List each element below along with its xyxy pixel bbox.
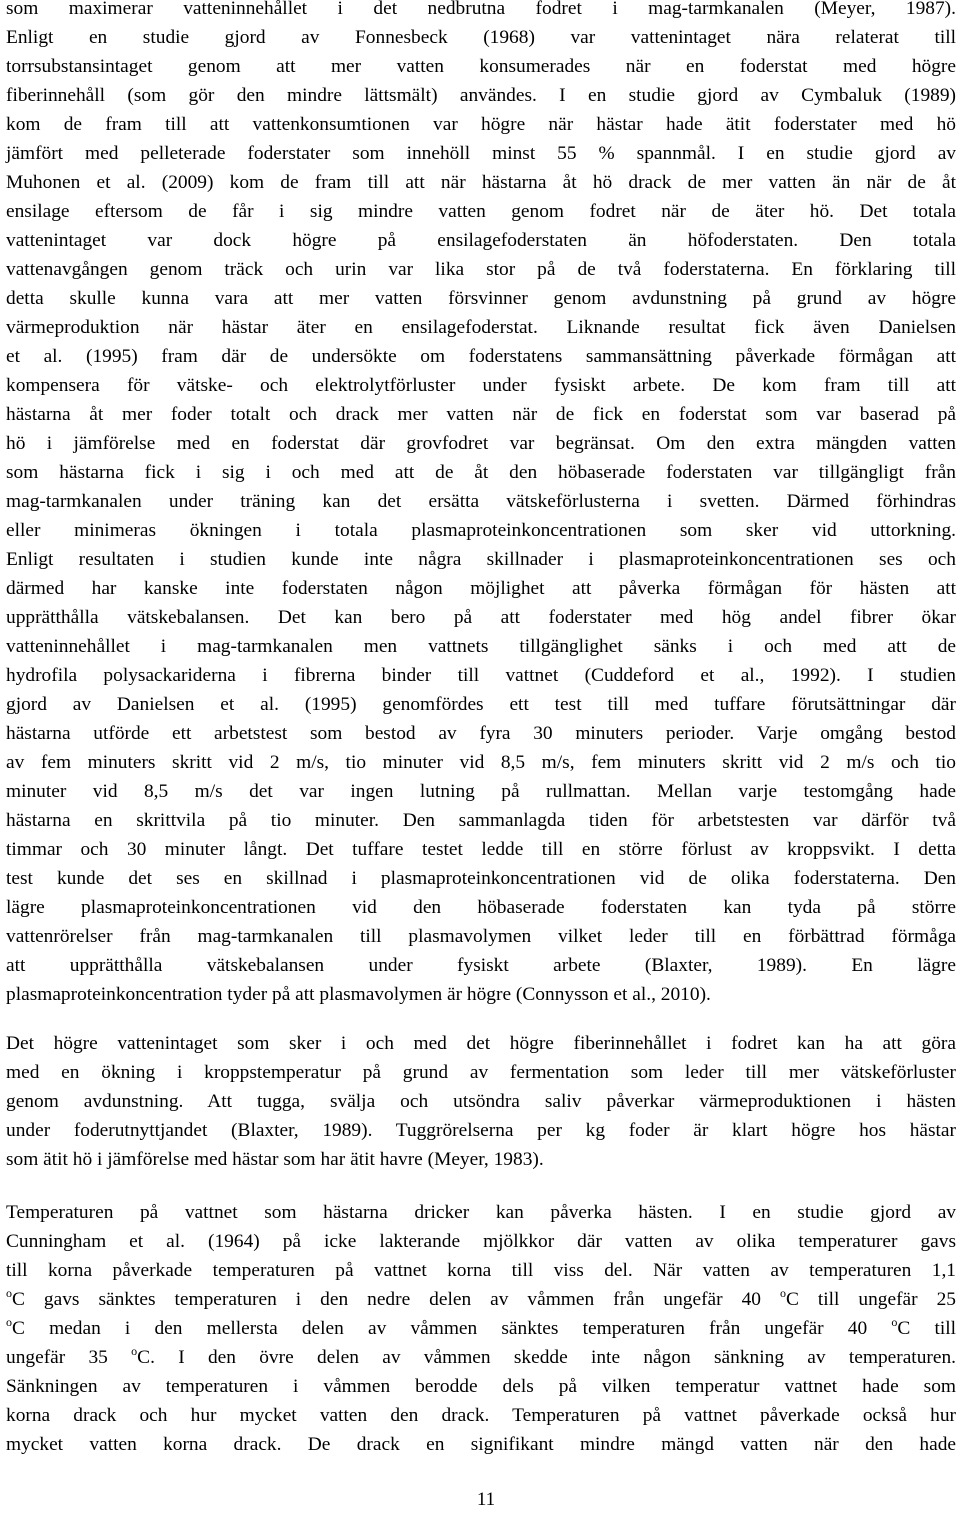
text-line: vattenavgången genom träck och urin var lika stor på de två foderstaterna. En förklaring till [6,259,956,280]
paragraph-1 [6,0,956,1009]
text-line: Cunningham et al. (1964) på icke lakterande mjölkkor där vatten av olika temperaturer gavs [6,1231,956,1252]
text-line: fiberinnehåll (som gör den mindre lättsmält) användes. I en studie gjord av Cymbaluk (1989) [6,85,956,106]
text-line: Muhonen et al. (2009) kom de fram till att när hästarna åt hö drack de mer vatten än när de åt [6,172,956,193]
text-line: mycket vatten korna drack. De drack en signifikant mindre mängd vatten när den hade [6,1434,956,1455]
text-line: vattenintaget var dock högre på ensilagefoderstaten än höfoderstaten. Den totala [6,230,956,251]
text-line: genom avdunstning. Att tugga, svälja och utsöndra saliv påverkar värmeproduktionen i hästen [6,1091,956,1112]
text-line: Temperaturen på vattnet som hästarna dricker kan påverka hästen. I en studie gjord av [6,1202,956,1223]
text-line: hästarna en skrittvila på tio minuter. Den sammanlagda tiden för arbetstesten var därför två [6,810,956,831]
text-line: Enligt resultaten i studien kunde inte några skillnader i plasmaproteinkoncentrationen ses och [6,549,956,570]
text-line: plasmaproteinkoncentration tyder på att plasmavolymen är högre (Connysson et al., 2010). [6,984,711,1005]
text-line: mag-tarmkanalen under träning kan det ersätta vätskeförlusterna i svetten. Därmed förhindras [6,491,956,512]
page-number: 11 [476,1489,496,1510]
degree-sign: o [6,1286,12,1300]
paragraph-2 [6,1029,956,1174]
text-line: gjord av Danielsen et al. (1995) genomfördes ett test till med tuffare förutsättningar där [6,694,956,715]
text-line: hydrofila polysackariderna i fibrerna binder till vattnet (Cuddeford et al., 1992). I studien [6,665,956,686]
text-line: korna drack och hur mycket vatten den drack. Temperaturen på vattnet påverkade också hur [6,1405,956,1426]
text-line: att upprätthålla vätskebalansen under fysiskt arbete (Blaxter, 1989). En lägre [6,955,956,976]
paragraph-3 [6,1198,956,1459]
text-line: lägre plasmaproteinkoncentrationen vid den höbaserade foderstaten kan tyda på större [6,897,956,918]
text-line: vattenrörelser från mag-tarmkanalen till plasmavolymen vilket leder till en förbättrad förmåga [6,926,956,947]
text-line: värmeproduktion när hästar äter en ensilagefoderstat. Liknande resultat fick även Danielsen [6,317,956,338]
text-line: som ätit hö i jämförelse med hästar som har ätit havre (Meyer, 1983). [6,1149,544,1170]
text-line: torrsubstansintaget genom att mer vatten konsumerades när en foderstat med högre [6,56,956,77]
text-line: jämfört med pelleterade foderstater som innehöll minst 55 % spannmål. I en studie gjord av [6,143,956,164]
text-line: test kunde det ses en skillnad i plasmaproteinkoncentrationen vid de olika foderstaterna. Den [6,868,956,889]
text-line: som maximerar vatteninnehållet i det nedbrutna fodret i mag-tarmkanalen (Meyer, 1987). [6,0,956,19]
text-line: som hästarna fick i sig i och med att de åt den höbaserade foderstaten var tillgängligt från [6,462,956,483]
text-line: minuter vid 8,5 m/s det var ingen lutning på rullmattan. Mellan varje testomgång hade [6,781,956,802]
text-line: hästarna utförde ett arbetstest som bestod av fyra 30 minuters perioder. Varje omgång bestod [6,723,956,744]
text-line: under foderutnyttjandet (Blaxter, 1989). Tuggrörelserna per kg foder är klart högre hos hästar [6,1120,956,1141]
degree-sign: o [131,1344,138,1358]
text-line: ungefär 35 $^o$C. I den övre delen av våmmen skedde inte någon sänkning av temperaturen. [6,1344,956,1368]
text-line: kompensera för vätske- och elektrolytförluster under fysiskt arbete. De kom fram till att [6,375,956,396]
text-line: Det högre vattenintaget som sker i och med det högre fiberinnehållet i fodret kan ha att göra [6,1033,956,1054]
text-line: kom de fram till att vattenkonsumtionen var högre när hästar hade ätit foderstater med hö [6,114,956,135]
text-line: hästarna åt mer foder totalt och drack mer vatten när de fick en foderstat som var baserad på [6,404,956,425]
text-line: $^o$C medan i den mellersta delen av våmmen sänktes temperaturen från ungefär 40 $^o$C till [6,1315,956,1339]
text-line: ensilage eftersom de får i sig mindre vatten genom fodret när de äter hö. Det totala [6,201,956,222]
text-line: detta skulle kunna vara att mer vatten försvinner genom avdunstning på grund av högre [6,288,956,309]
text-line: $^o$C gavs sänktes temperaturen i den nedre delen av våmmen från ungefär 40 $^o$C till ungefär 25 [6,1286,956,1310]
text-line: eller minimeras ökningen i totala plasmaproteinkoncentrationen som sker vid uttorkning. [6,520,956,541]
document-page [6,0,956,1509]
text-line: et al. (1995) fram där de undersökte om foderstatens sammansättning påverkade förmågan att [6,346,956,367]
text-line: vatteninnehållet i mag-tarmkanalen men vattnets tillgänglighet sänks i och med att de [6,636,956,657]
degree-sign: o [891,1315,898,1329]
text-line: av fem minuters skritt vid 2 m/s, tio minuter vid 8,5 m/s, fem minuters skritt vid 2 m/s och tio [6,752,956,773]
degree-sign: o [6,1315,12,1329]
text-line: hö i jämförelse med en foderstat där grovfodret var begränsat. Om den extra mängden vatten [6,433,956,454]
text-line: till korna påverkade temperaturen på vattnet korna till viss del. När vatten av temperaturen 1,1 [6,1260,956,1281]
text-line: timmar och 30 minuter långt. Det tuffare testet ledde till en större förlust av kroppsvikt. I detta [6,839,956,860]
text-line: upprätthålla vätskebalansen. Det kan bero på att foderstater med hög andel fibrer ökar [6,607,956,628]
degree-sign: o [779,1286,786,1300]
text-line: Enligt en studie gjord av Fonnesbeck (1968) var vattenintaget nära relaterat till [6,27,956,48]
text-line: därmed har kanske inte foderstaten någon möjlighet att påverka förmågan för hästen att [6,578,956,599]
text-line: med en ökning i kroppstemperatur på grund av fermentation som leder till mer vätskeförluster [6,1062,956,1083]
text-line: Sänkningen av temperaturen i våmmen berodde dels på vilken temperatur vattnet hade som [6,1376,956,1397]
